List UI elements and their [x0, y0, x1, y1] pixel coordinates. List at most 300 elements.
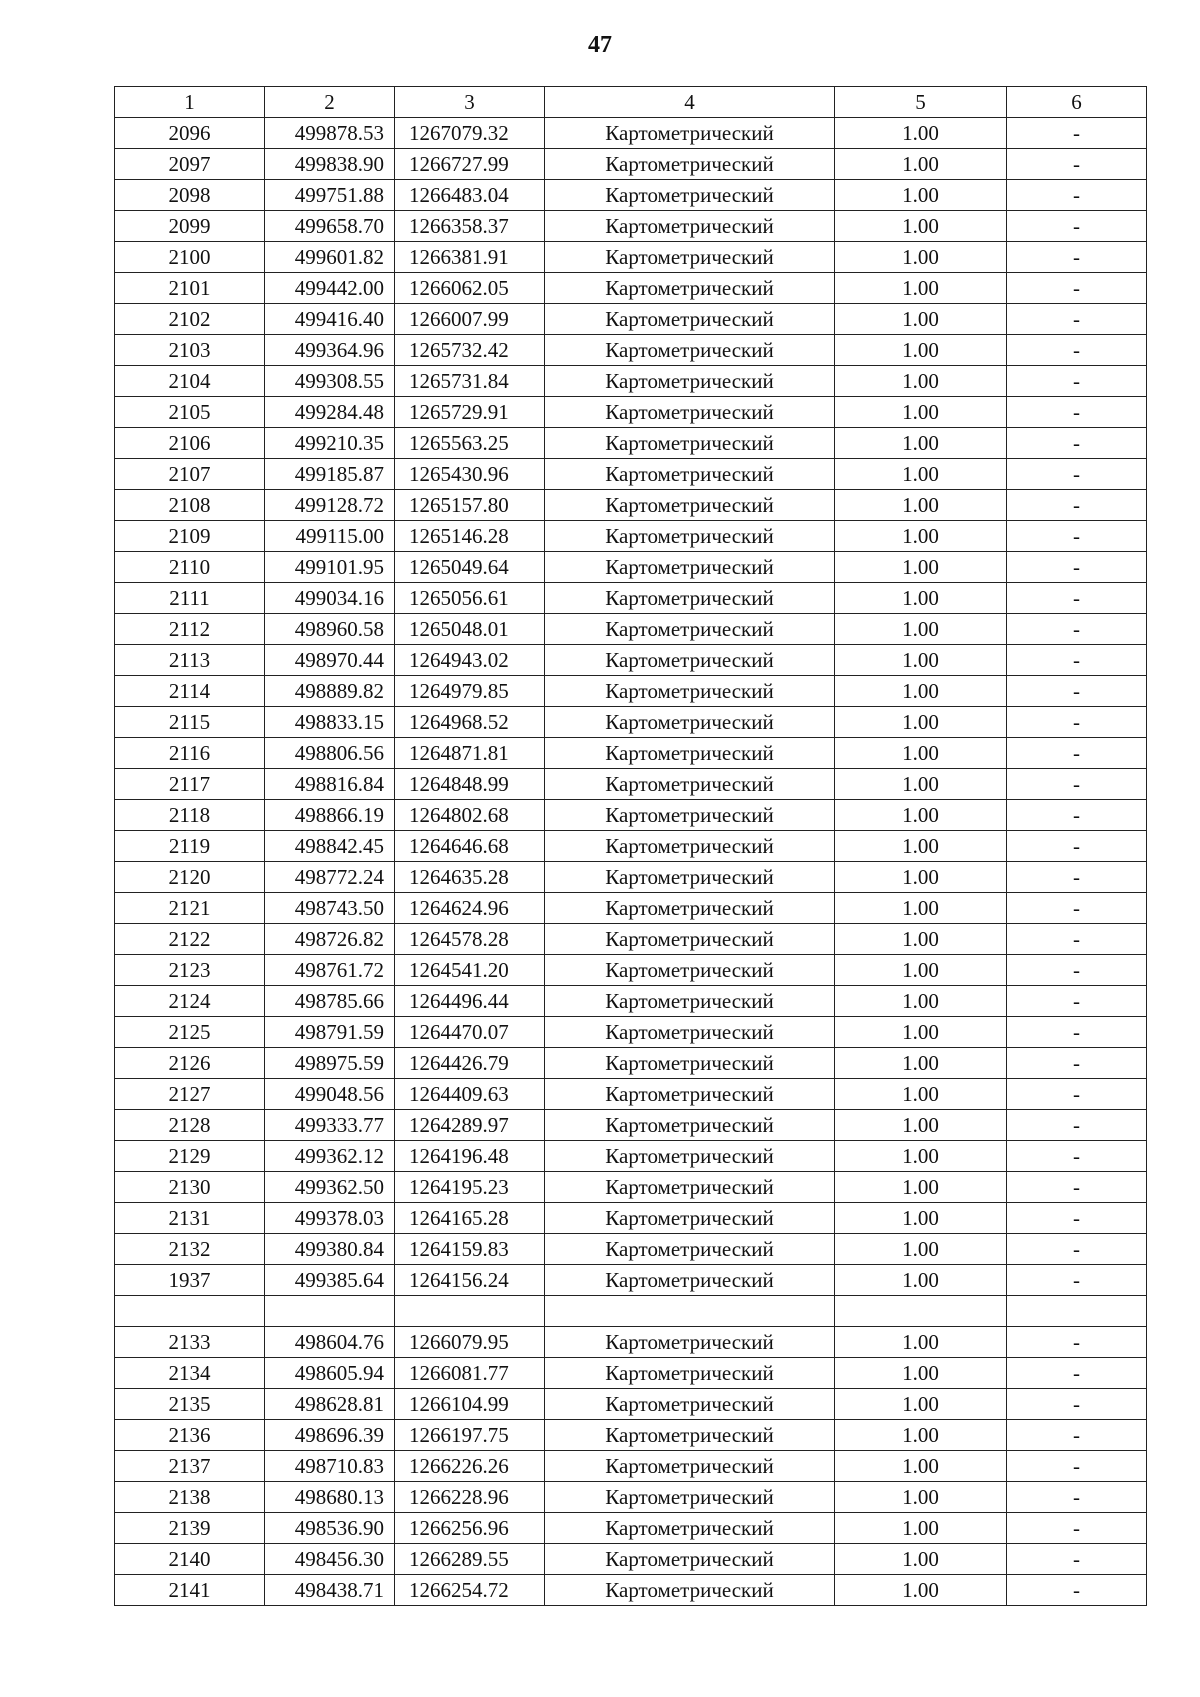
cell-note: -: [1007, 1234, 1147, 1265]
cell-note: -: [1007, 924, 1147, 955]
cell-method: Картометрический: [545, 242, 835, 273]
cell-accuracy: 1.00: [835, 1420, 1007, 1451]
cell-point-number: 2116: [115, 738, 265, 769]
cell-point-number: 2097: [115, 149, 265, 180]
cell-note: -: [1007, 1544, 1147, 1575]
cell-point-number: 2120: [115, 862, 265, 893]
cell-point-number: 1937: [115, 1265, 265, 1296]
cell-method: Картометрический: [545, 583, 835, 614]
cell-coord-x: 499362.50: [265, 1172, 395, 1203]
cell-note: -: [1007, 459, 1147, 490]
table-row: [115, 769, 1147, 800]
cell-method: Картометрический: [545, 1048, 835, 1079]
cell-note: -: [1007, 986, 1147, 1017]
cell-note: -: [1007, 1265, 1147, 1296]
cell-point-number: 2109: [115, 521, 265, 552]
cell-method: Картометрический: [545, 335, 835, 366]
table-row: [115, 366, 1147, 397]
cell-accuracy: 1.00: [835, 428, 1007, 459]
cell-point-number: 2105: [115, 397, 265, 428]
cell-point-number: 2108: [115, 490, 265, 521]
cell-note: -: [1007, 955, 1147, 986]
cell-point-number: 2114: [115, 676, 265, 707]
cell-note: -: [1007, 1575, 1147, 1606]
cell-method: Картометрический: [545, 1203, 835, 1234]
cell-accuracy: 1.00: [835, 1079, 1007, 1110]
table-row: [115, 800, 1147, 831]
cell-note: -: [1007, 1079, 1147, 1110]
cell-point-number: 2135: [115, 1389, 265, 1420]
cell-method: Картометрический: [545, 1110, 835, 1141]
table-row: [115, 428, 1147, 459]
cell-point-number: 2102: [115, 304, 265, 335]
cell-accuracy: 1.00: [835, 862, 1007, 893]
cell-note: -: [1007, 1017, 1147, 1048]
header-col-2: 2: [265, 87, 395, 118]
cell-coord-x: 498791.59: [265, 1017, 395, 1048]
cell-coord-y: 1264635.28: [395, 862, 545, 893]
cell-accuracy: 1.00: [835, 490, 1007, 521]
cell-method: Картометрический: [545, 552, 835, 583]
cell-note: -: [1007, 1141, 1147, 1172]
cell-coord-x: 499362.12: [265, 1141, 395, 1172]
cell-coord-y: 1264195.23: [395, 1172, 545, 1203]
table-row: [115, 893, 1147, 924]
cell-point-number: [115, 1296, 265, 1327]
cell-note: -: [1007, 335, 1147, 366]
cell-coord-y: 1266081.77: [395, 1358, 545, 1389]
cell-coord-y: 1266228.96: [395, 1482, 545, 1513]
cell-note: -: [1007, 211, 1147, 242]
cell-coord-x: 498975.59: [265, 1048, 395, 1079]
table-row: [115, 273, 1147, 304]
cell-method: Картометрический: [545, 986, 835, 1017]
table-row: [115, 1141, 1147, 1172]
header-col-3: 3: [395, 87, 545, 118]
cell-point-number: 2127: [115, 1079, 265, 1110]
cell-accuracy: 1.00: [835, 1451, 1007, 1482]
cell-coord-y: 1265729.91: [395, 397, 545, 428]
cell-note: -: [1007, 831, 1147, 862]
cell-point-number: 2099: [115, 211, 265, 242]
cell-point-number: 2107: [115, 459, 265, 490]
cell-coord-x: 499185.87: [265, 459, 395, 490]
cell-coord-x: 499601.82: [265, 242, 395, 273]
cell-coord-x: 499658.70: [265, 211, 395, 242]
cell-method: Картометрический: [545, 738, 835, 769]
cell-coord-x: 499442.00: [265, 273, 395, 304]
cell-coord-x: 498960.58: [265, 614, 395, 645]
cell-point-number: 2122: [115, 924, 265, 955]
header-col-4: 4: [545, 87, 835, 118]
table-row: [115, 1017, 1147, 1048]
cell-method: Картометрический: [545, 273, 835, 304]
cell-point-number: 2132: [115, 1234, 265, 1265]
cell-method: Картометрический: [545, 893, 835, 924]
cell-coord-y: 1264196.48: [395, 1141, 545, 1172]
cell-accuracy: 1.00: [835, 676, 1007, 707]
cell-method: Картометрический: [545, 1234, 835, 1265]
cell-method: Картометрический: [545, 1358, 835, 1389]
cell-point-number: 2126: [115, 1048, 265, 1079]
table-row: [115, 862, 1147, 893]
cell-method: Картометрический: [545, 149, 835, 180]
cell-coord-x: 499101.95: [265, 552, 395, 583]
cell-accuracy: 1.00: [835, 242, 1007, 273]
cell-coord-y: 1264848.99: [395, 769, 545, 800]
cell-coord-x: 499308.55: [265, 366, 395, 397]
table-row: [115, 242, 1147, 273]
table-row: [115, 335, 1147, 366]
cell-note: -: [1007, 583, 1147, 614]
cell-note: -: [1007, 1482, 1147, 1513]
cell-point-number: 2098: [115, 180, 265, 211]
cell-coord-x: 499364.96: [265, 335, 395, 366]
cell-coord-y: 1264426.79: [395, 1048, 545, 1079]
cell-accuracy: 1.00: [835, 738, 1007, 769]
cell-coord-y: 1264624.96: [395, 893, 545, 924]
cell-coord-y: 1265146.28: [395, 521, 545, 552]
cell-coord-x: 498761.72: [265, 955, 395, 986]
cell-method: Картометрический: [545, 676, 835, 707]
cell-method: Картометрический: [545, 428, 835, 459]
cell-accuracy: 1.00: [835, 645, 1007, 676]
cell-point-number: 2100: [115, 242, 265, 273]
cell-note: -: [1007, 149, 1147, 180]
cell-accuracy: 1.00: [835, 1389, 1007, 1420]
table-row: [115, 1358, 1147, 1389]
cell-note: -: [1007, 769, 1147, 800]
cell-note: -: [1007, 1203, 1147, 1234]
cell-accuracy: 1.00: [835, 304, 1007, 335]
cell-method: Картометрический: [545, 1513, 835, 1544]
table-row: [115, 1420, 1147, 1451]
header-row: [115, 87, 1147, 118]
table-row: [115, 1110, 1147, 1141]
cell-note: -: [1007, 738, 1147, 769]
cell-method: Картометрический: [545, 614, 835, 645]
cell-point-number: 2125: [115, 1017, 265, 1048]
cell-coord-x: 499380.84: [265, 1234, 395, 1265]
table-row: [115, 459, 1147, 490]
cell-point-number: 2101: [115, 273, 265, 304]
cell-coord-x: 498743.50: [265, 893, 395, 924]
table-row: [115, 1513, 1147, 1544]
cell-note: -: [1007, 1358, 1147, 1389]
cell-method: Картометрический: [545, 211, 835, 242]
cell-accuracy: 1.00: [835, 335, 1007, 366]
table-row: [115, 583, 1147, 614]
header-col-6: 6: [1007, 87, 1147, 118]
cell-coord-y: 1265157.80: [395, 490, 545, 521]
cell-note: -: [1007, 490, 1147, 521]
cell-coord-y: 1264943.02: [395, 645, 545, 676]
table-row: [115, 614, 1147, 645]
cell-note: -: [1007, 800, 1147, 831]
cell-point-number: 2128: [115, 1110, 265, 1141]
cell-point-number: 2121: [115, 893, 265, 924]
cell-coord-x: 499385.64: [265, 1265, 395, 1296]
table-row: [115, 831, 1147, 862]
cell-point-number: 2123: [115, 955, 265, 986]
cell-coord-y: 1265049.64: [395, 552, 545, 583]
cell-coord-y: 1266226.26: [395, 1451, 545, 1482]
cell-coord-y: 1266062.05: [395, 273, 545, 304]
cell-coord-y: 1265563.25: [395, 428, 545, 459]
cell-coord-y: 1264156.24: [395, 1265, 545, 1296]
cell-point-number: 2112: [115, 614, 265, 645]
table-row: [115, 1296, 1147, 1327]
cell-method: [545, 1296, 835, 1327]
cell-coord-y: 1266079.95: [395, 1327, 545, 1358]
cell-coord-x: 498866.19: [265, 800, 395, 831]
cell-note: -: [1007, 180, 1147, 211]
page-number: 47: [588, 32, 612, 58]
cell-point-number: 2119: [115, 831, 265, 862]
table-row: [115, 1327, 1147, 1358]
cell-coord-x: 499838.90: [265, 149, 395, 180]
cell-coord-x: 499034.16: [265, 583, 395, 614]
cell-accuracy: [835, 1296, 1007, 1327]
cell-note: -: [1007, 1451, 1147, 1482]
table-row: [115, 676, 1147, 707]
table-row: [115, 1172, 1147, 1203]
cell-coord-y: 1266483.04: [395, 180, 545, 211]
table-body: [115, 118, 1147, 1606]
cell-coord-y: [395, 1296, 545, 1327]
table-row: [115, 955, 1147, 986]
cell-note: -: [1007, 397, 1147, 428]
cell-point-number: 2140: [115, 1544, 265, 1575]
cell-note: -: [1007, 862, 1147, 893]
cell-accuracy: 1.00: [835, 1575, 1007, 1606]
cell-coord-y: 1264979.85: [395, 676, 545, 707]
cell-coord-y: 1266197.75: [395, 1420, 545, 1451]
table-row: [115, 1048, 1147, 1079]
cell-method: Картометрический: [545, 521, 835, 552]
cell-method: Картометрический: [545, 924, 835, 955]
cell-method: Картометрический: [545, 180, 835, 211]
cell-coord-x: 499128.72: [265, 490, 395, 521]
table-row: [115, 552, 1147, 583]
cell-coord-y: 1264289.97: [395, 1110, 545, 1141]
cell-note: [1007, 1296, 1147, 1327]
cell-accuracy: 1.00: [835, 800, 1007, 831]
cell-point-number: 2110: [115, 552, 265, 583]
cell-note: -: [1007, 428, 1147, 459]
cell-coord-y: 1265731.84: [395, 366, 545, 397]
cell-method: Картометрический: [545, 1389, 835, 1420]
table-row: [115, 986, 1147, 1017]
cell-coord-x: 498696.39: [265, 1420, 395, 1451]
cell-point-number: 2118: [115, 800, 265, 831]
table-row: [115, 397, 1147, 428]
table-row: [115, 1482, 1147, 1513]
cell-accuracy: 1.00: [835, 1513, 1007, 1544]
table-row: [115, 1203, 1147, 1234]
cell-note: -: [1007, 645, 1147, 676]
cell-coord-y: 1266007.99: [395, 304, 545, 335]
cell-method: Картометрический: [545, 1544, 835, 1575]
cell-coord-y: 1264496.44: [395, 986, 545, 1017]
cell-method: Картометрический: [545, 459, 835, 490]
cell-point-number: 2137: [115, 1451, 265, 1482]
cell-accuracy: 1.00: [835, 397, 1007, 428]
cell-coord-x: 498785.66: [265, 986, 395, 1017]
cell-note: -: [1007, 707, 1147, 738]
cell-coord-y: 1266104.99: [395, 1389, 545, 1420]
cell-accuracy: 1.00: [835, 552, 1007, 583]
cell-accuracy: 1.00: [835, 769, 1007, 800]
cell-note: -: [1007, 118, 1147, 149]
cell-coord-y: 1264968.52: [395, 707, 545, 738]
cell-coord-x: 498816.84: [265, 769, 395, 800]
cell-point-number: 2115: [115, 707, 265, 738]
cell-accuracy: 1.00: [835, 583, 1007, 614]
cell-coord-x: 498772.24: [265, 862, 395, 893]
cell-coord-x: 498605.94: [265, 1358, 395, 1389]
cell-coord-x: 499115.00: [265, 521, 395, 552]
cell-note: -: [1007, 614, 1147, 645]
cell-accuracy: 1.00: [835, 273, 1007, 304]
cell-coord-y: 1267079.32: [395, 118, 545, 149]
cell-note: -: [1007, 893, 1147, 924]
cell-point-number: 2134: [115, 1358, 265, 1389]
cell-coord-x: 499878.53: [265, 118, 395, 149]
cell-coord-y: 1266381.91: [395, 242, 545, 273]
cell-note: -: [1007, 521, 1147, 552]
table-row: [115, 707, 1147, 738]
cell-accuracy: 1.00: [835, 180, 1007, 211]
cell-accuracy: 1.00: [835, 1172, 1007, 1203]
cell-method: Картометрический: [545, 118, 835, 149]
cell-coord-x: 498833.15: [265, 707, 395, 738]
cell-accuracy: 1.00: [835, 831, 1007, 862]
cell-note: -: [1007, 366, 1147, 397]
table-row: [115, 738, 1147, 769]
table-row: [115, 645, 1147, 676]
cell-coord-y: 1264646.68: [395, 831, 545, 862]
cell-point-number: 2131: [115, 1203, 265, 1234]
cell-coord-x: 498456.30: [265, 1544, 395, 1575]
cell-point-number: 2096: [115, 118, 265, 149]
cell-coord-y: 1266289.55: [395, 1544, 545, 1575]
cell-coord-y: 1264159.83: [395, 1234, 545, 1265]
cell-accuracy: 1.00: [835, 1265, 1007, 1296]
cell-note: -: [1007, 1048, 1147, 1079]
cell-method: Картометрический: [545, 707, 835, 738]
header-col-1: 1: [115, 87, 265, 118]
cell-note: -: [1007, 1172, 1147, 1203]
cell-method: Картометрический: [545, 397, 835, 428]
cell-note: -: [1007, 1420, 1147, 1451]
header-col-5: 5: [835, 87, 1007, 118]
cell-accuracy: 1.00: [835, 955, 1007, 986]
cell-accuracy: 1.00: [835, 1358, 1007, 1389]
cell-coord-y: 1264541.20: [395, 955, 545, 986]
cell-note: -: [1007, 273, 1147, 304]
table-row: [115, 304, 1147, 335]
cell-coord-y: 1265430.96: [395, 459, 545, 490]
cell-point-number: 2129: [115, 1141, 265, 1172]
cell-coord-y: 1265048.01: [395, 614, 545, 645]
cell-point-number: 2139: [115, 1513, 265, 1544]
cell-note: -: [1007, 1110, 1147, 1141]
cell-accuracy: 1.00: [835, 459, 1007, 490]
cell-point-number: 2141: [115, 1575, 265, 1606]
cell-coord-y: 1264802.68: [395, 800, 545, 831]
cell-note: -: [1007, 242, 1147, 273]
cell-coord-x: 498628.81: [265, 1389, 395, 1420]
table-row: [115, 1544, 1147, 1575]
cell-point-number: 2113: [115, 645, 265, 676]
cell-point-number: 2111: [115, 583, 265, 614]
cell-method: Картометрический: [545, 769, 835, 800]
cell-method: Картометрический: [545, 1451, 835, 1482]
table-row: [115, 1265, 1147, 1296]
table-row: [115, 180, 1147, 211]
cell-method: Картометрический: [545, 1141, 835, 1172]
cell-coord-x: 498842.45: [265, 831, 395, 862]
cell-method: Картометрический: [545, 862, 835, 893]
cell-point-number: 2104: [115, 366, 265, 397]
cell-point-number: 2117: [115, 769, 265, 800]
cell-method: Картометрический: [545, 1420, 835, 1451]
cell-accuracy: 1.00: [835, 211, 1007, 242]
cell-coord-x: 498604.76: [265, 1327, 395, 1358]
cell-accuracy: 1.00: [835, 1327, 1007, 1358]
cell-note: -: [1007, 304, 1147, 335]
cell-point-number: 2124: [115, 986, 265, 1017]
cell-point-number: 2103: [115, 335, 265, 366]
table-row: [115, 1575, 1147, 1606]
cell-method: Картометрический: [545, 1079, 835, 1110]
table-row: [115, 924, 1147, 955]
cell-accuracy: 1.00: [835, 1048, 1007, 1079]
cell-coord-x: 499416.40: [265, 304, 395, 335]
cell-coord-x: 499751.88: [265, 180, 395, 211]
cell-coord-y: 1265056.61: [395, 583, 545, 614]
cell-method: Картометрический: [545, 1017, 835, 1048]
cell-method: Картометрический: [545, 490, 835, 521]
cell-coord-y: 1266254.72: [395, 1575, 545, 1606]
cell-coord-y: 1264578.28: [395, 924, 545, 955]
cell-coord-x: 498680.13: [265, 1482, 395, 1513]
cell-accuracy: 1.00: [835, 366, 1007, 397]
cell-accuracy: 1.00: [835, 986, 1007, 1017]
cell-coord-x: 499284.48: [265, 397, 395, 428]
table-row: [115, 490, 1147, 521]
cell-coord-x: 498889.82: [265, 676, 395, 707]
cell-note: -: [1007, 552, 1147, 583]
cell-note: -: [1007, 676, 1147, 707]
cell-note: -: [1007, 1513, 1147, 1544]
cell-coord-x: 498536.90: [265, 1513, 395, 1544]
table-row: [115, 149, 1147, 180]
table-row: [115, 1234, 1147, 1265]
cell-method: Картометрический: [545, 1482, 835, 1513]
cell-method: Картометрический: [545, 800, 835, 831]
cell-method: Картометрический: [545, 645, 835, 676]
table-row: [115, 211, 1147, 242]
coordinates-table: [114, 86, 1147, 1606]
cell-accuracy: 1.00: [835, 614, 1007, 645]
table-row: [115, 521, 1147, 552]
cell-accuracy: 1.00: [835, 1234, 1007, 1265]
table-row: [115, 1389, 1147, 1420]
cell-coord-y: 1264470.07: [395, 1017, 545, 1048]
cell-accuracy: 1.00: [835, 1017, 1007, 1048]
